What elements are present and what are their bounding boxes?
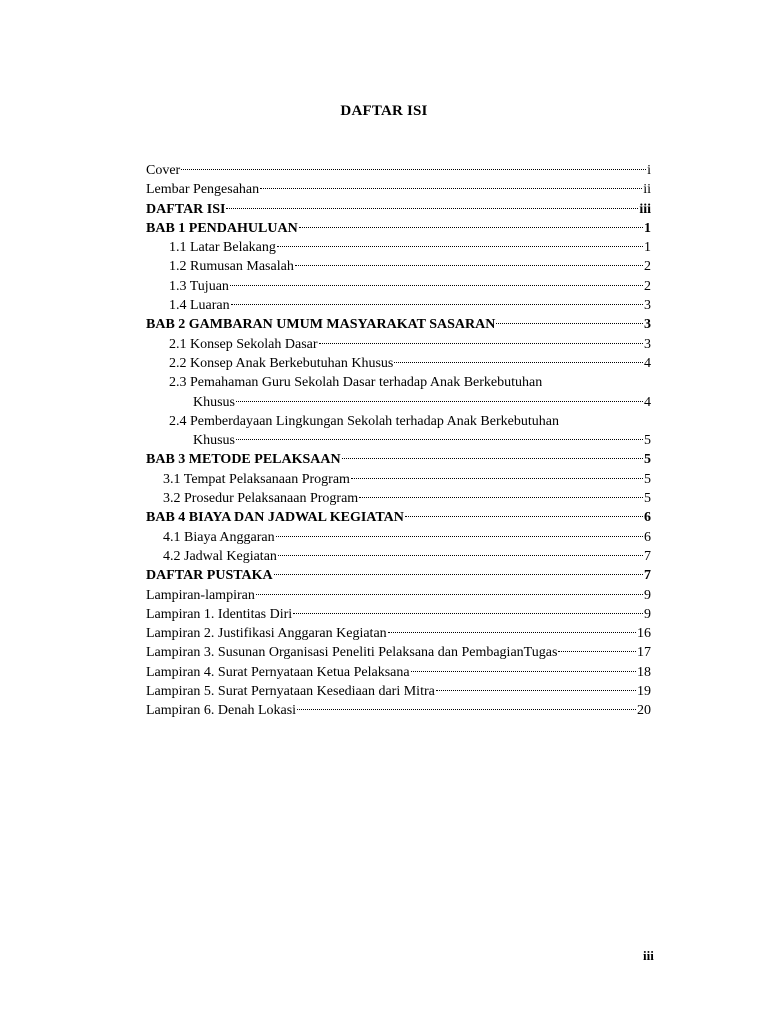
- toc-label: Khusus: [193, 394, 236, 410]
- table-of-contents: [146, 161, 651, 721]
- toc-label: 3.2 Prosedur Pelaksanaan Program: [163, 491, 359, 507]
- toc-entry-daftar-isi: [146, 200, 651, 219]
- toc-entry-lembar-pengesahan: [146, 180, 651, 199]
- toc-page-number: 4: [644, 394, 651, 410]
- toc-page-number: 2: [644, 278, 651, 294]
- dot-leader: [236, 439, 643, 440]
- dot-leader: [436, 690, 636, 691]
- toc-label: 1.2 Rumusan Masalah: [169, 259, 294, 275]
- toc-entry-2-1: [146, 335, 651, 354]
- toc-page-number: 20: [637, 703, 651, 719]
- dot-leader: [236, 401, 643, 402]
- toc-page-number: 16: [637, 626, 651, 642]
- toc-page-number: 19: [637, 684, 651, 700]
- toc-entry-lampiran-4: [146, 663, 651, 682]
- toc-page-number: 7: [644, 568, 651, 584]
- dot-leader: [351, 478, 643, 479]
- toc-page-number: ii: [643, 182, 651, 198]
- toc-entry-bab-1: [146, 219, 651, 238]
- toc-label: Lampiran-lampiran: [146, 587, 255, 603]
- dot-leader: [299, 227, 643, 228]
- toc-page-number: 3: [644, 317, 651, 333]
- dot-leader: [558, 651, 636, 652]
- toc-label: Khusus: [193, 433, 236, 449]
- toc-label: Lampiran 4. Surat Pernyataan Ketua Pelaksana: [146, 664, 410, 680]
- dot-leader: [342, 458, 643, 459]
- toc-page-number: 9: [644, 606, 651, 622]
- toc-entry-bab-4: [146, 508, 651, 527]
- dot-leader: [256, 594, 643, 595]
- toc-entry-4-1: [146, 528, 651, 547]
- dot-leader: [496, 323, 643, 324]
- toc-entry-daftar-pustaka: [146, 566, 651, 585]
- dot-leader: [226, 208, 638, 209]
- toc-page-number: 18: [637, 664, 651, 680]
- toc-label: Lampiran 2. Justifikasi Anggaran Kegiatan: [146, 626, 387, 642]
- toc-entry-lampiran-5: [146, 682, 651, 701]
- toc-page-number: 6: [644, 510, 651, 526]
- toc-label: Lembar Pengesahan: [146, 182, 260, 198]
- toc-page-number: i: [647, 163, 651, 178]
- dot-leader: [297, 709, 636, 710]
- toc-entry-cover: [146, 161, 651, 180]
- toc-entry-1-3: [146, 277, 651, 296]
- toc-page-number: 2: [644, 259, 651, 275]
- toc-entry-1-4: [146, 296, 651, 315]
- page-title: DAFTAR ISI: [340, 103, 428, 119]
- dot-leader: [293, 613, 643, 614]
- toc-page-number: 4: [644, 355, 651, 371]
- toc-page-number: 1: [644, 240, 651, 256]
- toc-label: 3.1 Tempat Pelaksanaan Program: [163, 471, 350, 487]
- toc-page-number: 9: [644, 587, 651, 603]
- toc-label: Lampiran 3. Susunan Organisasi Peneliti Pelaksana dan PembagianTugas: [146, 645, 558, 661]
- toc-label: DAFTAR PUSTAKA: [146, 568, 273, 584]
- toc-label: Lampiran 1. Identitas Diri: [146, 606, 293, 622]
- toc-entry-2-3-first-line: 2.3 Pemahaman Guru Sekolah Dasar terhadap Anak Berkebutuhan: [169, 375, 543, 391]
- toc-entry-lampiran-1: [146, 605, 651, 624]
- toc-entry-3-2: [146, 489, 651, 508]
- dot-leader: [260, 188, 642, 189]
- toc-entry-lampiran-2: [146, 624, 651, 643]
- toc-entry-lampiran-6: [146, 701, 651, 720]
- dot-leader: [411, 671, 636, 672]
- toc-label: Cover: [146, 163, 181, 178]
- dot-leader: [276, 536, 643, 537]
- toc-label: BAB 3 METODE PELAKSAAN: [146, 452, 341, 468]
- toc-page-number: 7: [644, 548, 651, 564]
- toc-page-number: 5: [644, 433, 651, 449]
- toc-entry-lampiran: [146, 586, 651, 605]
- dot-leader: [231, 304, 643, 305]
- toc-label: BAB 4 BIAYA DAN JADWAL KEGIATAN: [146, 510, 404, 526]
- toc-page-number: 3: [644, 298, 651, 314]
- toc-label: Lampiran 5. Surat Pernyataan Kesediaan dari Mitra: [146, 684, 435, 700]
- toc-entry-lampiran-3: [146, 643, 651, 662]
- toc-page-number: iii: [639, 201, 651, 217]
- toc-label: 2.2 Konsep Anak Berkebutuhan Khusus: [169, 355, 394, 371]
- dot-leader: [405, 516, 643, 517]
- toc-entry-1-2: [146, 257, 651, 276]
- toc-label: DAFTAR ISI: [146, 201, 226, 217]
- toc-label: 1.1 Latar Belakang: [169, 240, 276, 256]
- toc-entry-2-4-first-line: 2.4 Pemberdayaan Lingkungan Sekolah terhadap Anak Berkebutuhan: [169, 413, 559, 429]
- dot-leader: [278, 555, 643, 556]
- dot-leader: [277, 246, 643, 247]
- dot-leader: [359, 497, 643, 498]
- toc-entry-2-3: [146, 393, 651, 412]
- dot-leader: [181, 169, 646, 170]
- toc-label: BAB 1 PENDAHULUAN: [146, 220, 298, 236]
- dot-leader: [394, 362, 643, 363]
- toc-entry-1-1: [146, 238, 651, 257]
- toc-page-number: 1: [644, 220, 651, 236]
- toc-entry-2-2: [146, 354, 651, 373]
- toc-entry-bab-2: [146, 315, 651, 334]
- toc-page-number: 6: [644, 529, 651, 545]
- toc-label: 1.3 Tujuan: [169, 278, 229, 294]
- toc-label: 4.1 Biaya Anggaran: [163, 529, 275, 545]
- dot-leader: [230, 285, 643, 286]
- toc-entry-bab-3: [146, 450, 651, 469]
- toc-label: 2.1 Konsep Sekolah Dasar: [169, 336, 318, 352]
- toc-page-number: 3: [644, 336, 651, 352]
- dot-leader: [295, 265, 643, 266]
- toc-label: BAB 2 GAMBARAN UMUM MASYARAKAT SASARAN: [146, 317, 496, 333]
- dot-leader: [388, 632, 636, 633]
- toc-page-number: 5: [644, 452, 651, 468]
- toc-label: 4.2 Jadwal Kegiatan: [163, 548, 277, 564]
- dot-leader: [319, 343, 643, 344]
- toc-page-number: 17: [637, 645, 651, 661]
- toc-entry-4-2: [146, 547, 651, 566]
- toc-label: 1.4 Luaran: [169, 298, 230, 314]
- toc-entry-2-4: [146, 431, 651, 450]
- toc-label: Lampiran 6. Denah Lokasi: [146, 703, 297, 719]
- dot-leader: [274, 574, 643, 575]
- toc-page-number: 5: [644, 471, 651, 487]
- toc-page-number: 5: [644, 491, 651, 507]
- page-number: iii: [643, 948, 654, 963]
- toc-entry-3-1: [146, 470, 651, 489]
